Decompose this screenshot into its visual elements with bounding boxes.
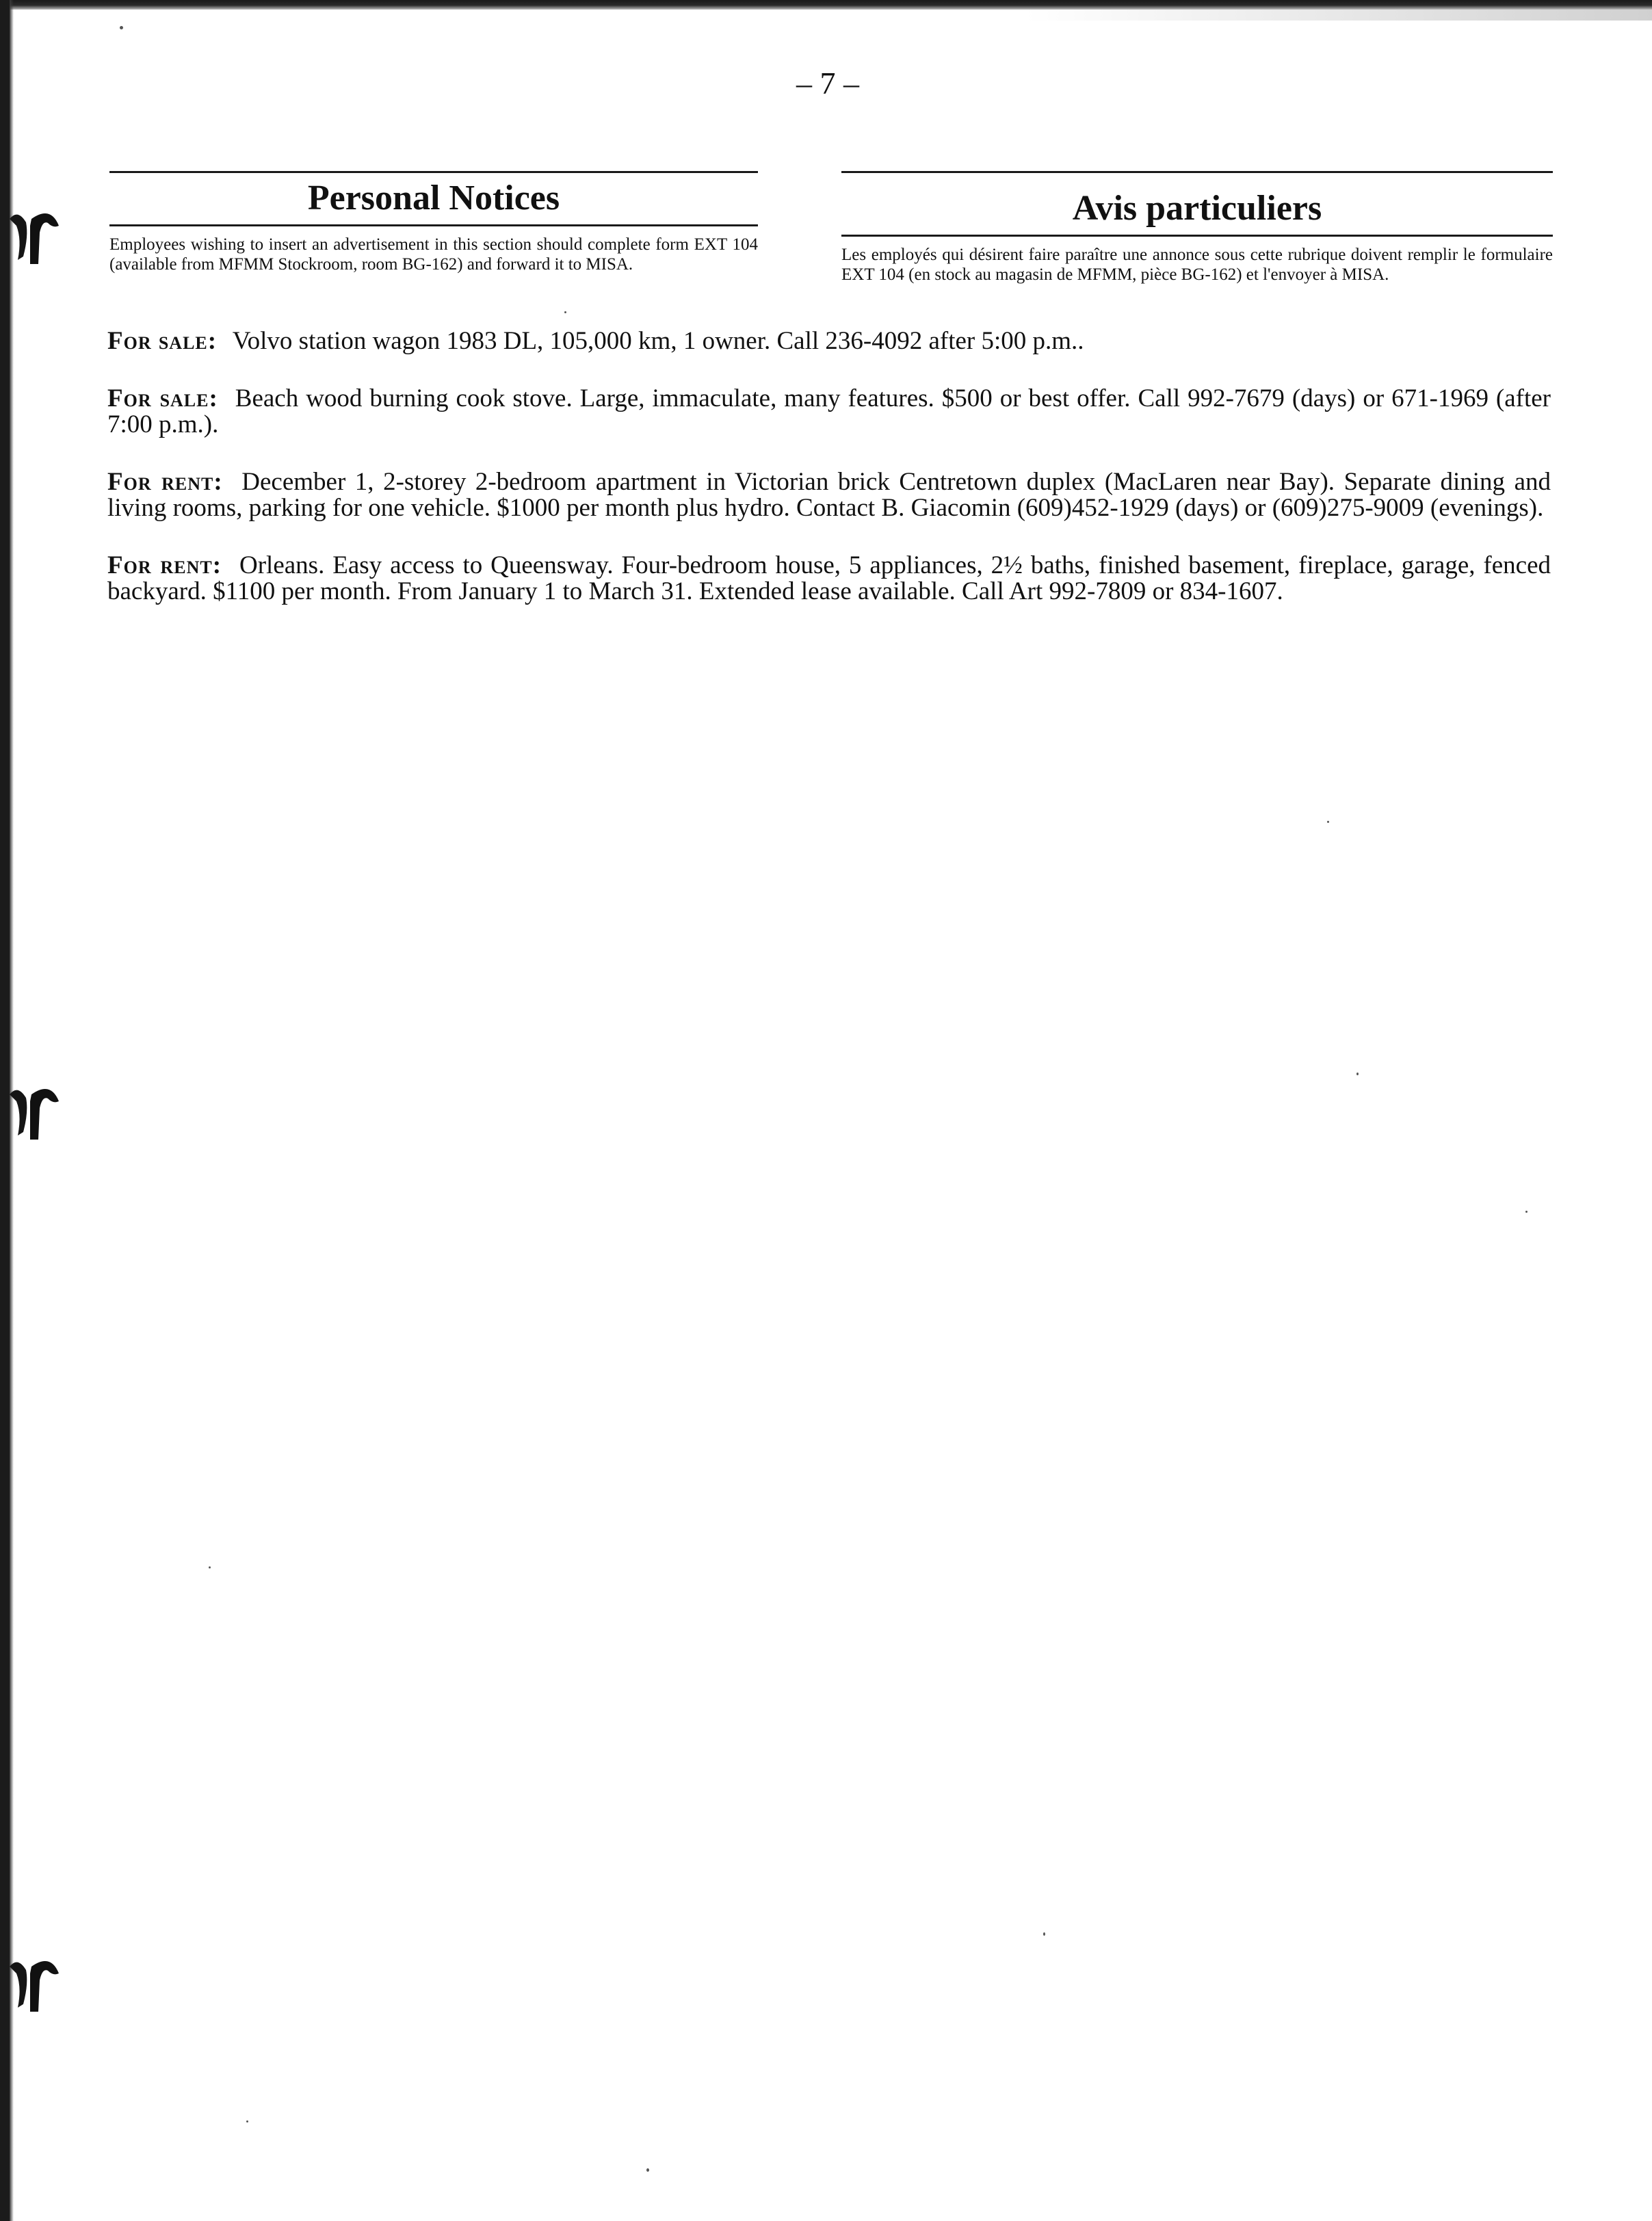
scan-speck <box>120 26 123 29</box>
ad-text: Beach wood burning cook stove. Large, immaculate, many features. $500 or best offer. Call 992-7679 (days) or 671-1969 (after 7:00 p.m.). <box>107 384 1551 438</box>
scan-speck <box>1327 821 1329 823</box>
scan-speck <box>1043 1932 1045 1936</box>
scan-speck <box>564 311 566 313</box>
page-number: – 7 – <box>796 66 859 101</box>
ad-category-label: For rent: <box>107 468 223 496</box>
binder-ring-mark-top <box>8 205 63 267</box>
ad-text: Orleans. Easy access to Queensway. Four-bedroom house, 5 appliances, 2½ baths, finished basement, fireplace, garage, fenced backyard. $1100 per month. From January 1 to March 31. Extended lease available. Call Art 992-7809 or 834-1607. <box>107 551 1551 605</box>
ad-category-label: For rent: <box>107 551 222 579</box>
ad-category-label: For sale: <box>107 327 218 355</box>
ad-text: Volvo station wagon 1983 DL, 105,000 km, 1 owner. Call 236-4092 after 5:00 p.m.. <box>232 327 1084 355</box>
classified-ad <box>107 386 1551 438</box>
binder-ring-mark-middle <box>8 1081 63 1142</box>
scan-speck <box>646 2168 649 2172</box>
classified-ad <box>107 553 1551 605</box>
ad-category-label: For sale: <box>107 384 218 412</box>
scan-top-edge-fade <box>1026 10 1652 21</box>
section-rule-bottom <box>841 235 1553 237</box>
classified-ad <box>107 469 1551 521</box>
avis-particuliers-column <box>841 171 1553 285</box>
section-title-avis-particuliers: Avis particuliers <box>1072 189 1322 228</box>
section-intro-fr: Les employés qui désirent faire paraître une annonce sous cette rubrique doivent remplir le formulaire EXT 104 (en stock au magasin de MFMM, pièce BG-162) et l'envoyer à MISA. <box>841 246 1553 284</box>
section-title-personal-notices: Personal Notices <box>307 179 560 218</box>
personal-notices-column <box>109 171 758 274</box>
classified-ads-list <box>107 328 1551 636</box>
ad-text: December 1, 2-storey 2-bedroom apartment in Victorian brick Centretown duplex (MacLaren near Bay). Separate dining and living rooms, parking for one vehicle. $1000 per month plus hydro. Contact B. Giacomin (609)452-1929 (days) or (609)275-9009 (evenings). <box>107 468 1551 522</box>
classified-ad <box>107 328 1551 354</box>
section-intro-en: Employees wishing to insert an advertisement in this section should complete form EXT 104 (available from MFMM Stockroom, room BG-162) and forward it to MISA. <box>109 235 758 274</box>
binder-ring-mark-bottom <box>8 1953 63 2014</box>
scan-speck <box>209 1566 211 1568</box>
scan-speck <box>246 2120 248 2123</box>
scan-speck <box>1356 1073 1359 1075</box>
section-rule-bottom <box>109 224 758 226</box>
scan-top-edge <box>0 0 1652 10</box>
scan-speck <box>1525 1211 1528 1213</box>
